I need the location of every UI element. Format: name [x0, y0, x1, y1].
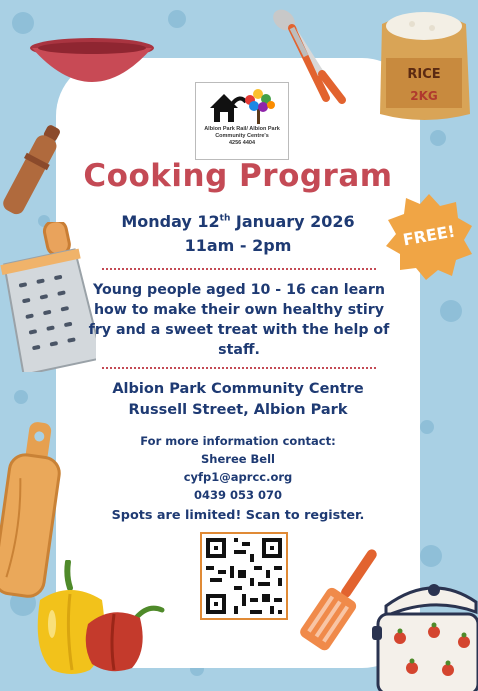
event-date [56, 212, 420, 231]
background-dot [440, 300, 462, 322]
bowl-icon [26, 36, 158, 92]
qr-code-icon[interactable] [200, 532, 288, 620]
background-dot [168, 10, 186, 28]
contact-email: cyfp1@aprcc.org [183, 470, 293, 484]
house-hand-tree-logo [206, 86, 278, 126]
event-date-ordinal: th [219, 213, 231, 224]
background-dot [12, 12, 34, 34]
contact-block [56, 432, 420, 504]
spatula-icon [300, 540, 382, 660]
contact-heading: For more information contact: [140, 434, 336, 448]
divider-bottom [102, 367, 376, 369]
logo-org-name-line2: Community Centre's [215, 133, 269, 139]
venue-name: Albion Park Community Centre [112, 381, 364, 397]
event-description: Young people aged 10 - 16 can learn how to make their own healthy stiry fry and a sweet treat with the help of staff. [88, 282, 390, 358]
contact-phone: 0439 053 070 [193, 488, 283, 502]
rice-bag-label: RICE [407, 67, 441, 82]
rice-bag-icon [372, 4, 476, 124]
divider-top [102, 268, 376, 270]
logo-phone: 4256 4404 [229, 140, 255, 146]
logo-org-name-line1: Albion Park Rail/ Albion Park [204, 126, 280, 132]
event-date-month-year: January 2026 [230, 212, 355, 231]
cooking-pot-icon [372, 576, 478, 691]
event-time: 11am - 2pm [184, 236, 292, 255]
register-call-to-action: Spots are limited! Scan to register. [111, 508, 365, 523]
event-date-day: Monday 12 [121, 212, 220, 231]
organisation-logo [195, 82, 289, 160]
background-dot [430, 130, 446, 146]
background-dot [14, 390, 28, 404]
contact-name: Sheree Bell [201, 452, 275, 466]
background-dot [420, 420, 434, 434]
background-dot [420, 545, 442, 567]
rice-bag-weight: 2KG [410, 89, 438, 103]
page-title: Cooking Program [83, 158, 393, 194]
free-badge-label: FREE! [401, 221, 457, 250]
qr-code-pattern [202, 534, 286, 618]
knife-icon [290, 24, 350, 104]
venue-address: Russell Street, Albion Park [128, 402, 348, 418]
red-capsicum-icon [82, 594, 166, 674]
